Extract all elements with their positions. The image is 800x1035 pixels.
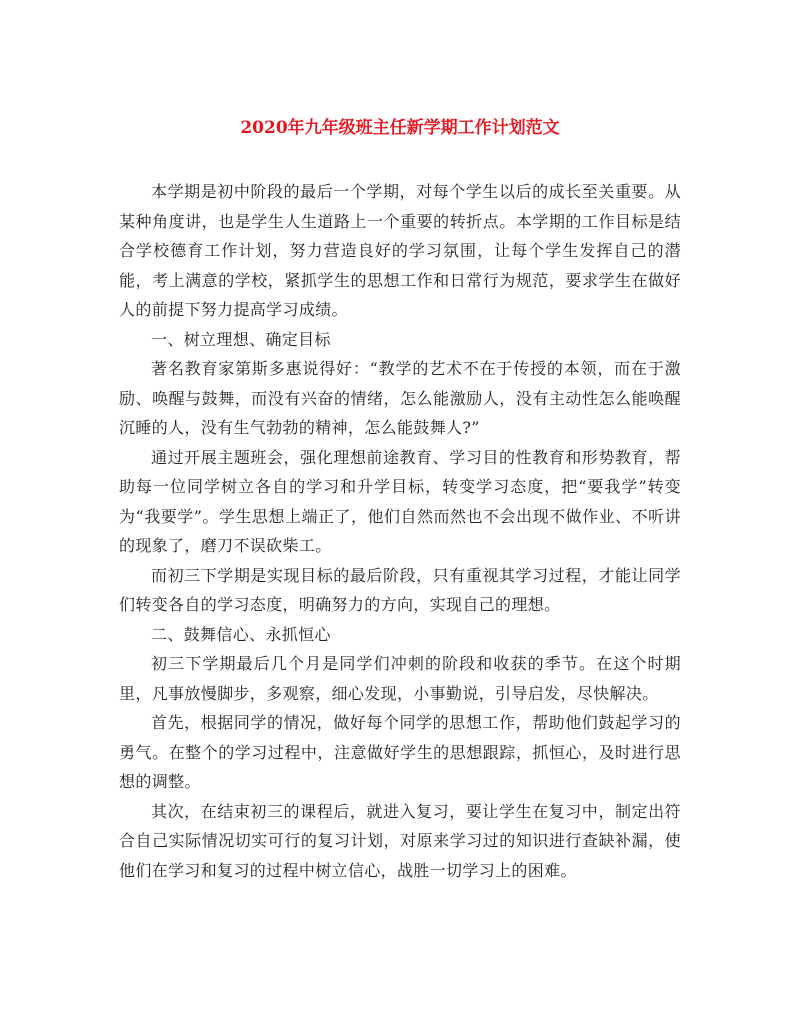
quote-paragraph: 著名教育家第斯多惠说得好：“教学的艺术不在于传授的本领，而在于激励、唤醒与鼓舞，而没有兴奋的情绪，怎么能激励人，没有主动性怎么能唤醒沉睡的人，没有生气勃勃的精神，怎么能鼓舞人?” (119, 359, 681, 437)
intro-paragraph: 本学期是初中阶段的最后一个学期，对每个学生以后的成长至关重要。从某种角度讲，也是学生人生道路上一个重要的转折点。本学期的工作目标是结合学校德育工作计划，努力营造良好的学习氛围，让每个学生发挥自己的潜能，考上满意的学校，紧抓学生的思想工作和日常行为规范，要求学生在做好人的前提下努力提高学习成绩。 (119, 182, 681, 319)
final-stage-paragraph: 而初三下学期是实现目标的最后阶段，只有重视其学习过程，才能让同学们转变各自的学习态度，明确努力的方向，实现自己的理想。 (119, 565, 681, 614)
section-heading-2: 二、鼓舞信心、永抓恒心 (151, 624, 331, 644)
sprint-paragraph: 初三下学期最后几个月是同学们冲刺的阶段和收获的季节。在这个时期里，凡事放慢脚步，多观察，细心发现，小事勤说，引导启发，尽快解决。 (119, 654, 681, 703)
document-title: 2020年九年级班主任新学期工作计划范文 (240, 118, 560, 138)
document-body (119, 177, 681, 885)
first-step-paragraph: 首先，根据同学的情况，做好每个同学的思想工作，帮助他们鼓起学习的勇气。在整个的学习过程中，注意做好学生的思想跟踪，抓恒心，及时进行思想的调整。 (119, 713, 681, 791)
class-meeting-paragraph: 通过开展主题班会，强化理想前途教育、学习目的性教育和形势教育，帮助每一位同学树立各自的学习和升学目标，转变学习态度，把“要我学”转变为“我要学”。学生思想上端正了，他们自然而然也不会出现不做作业、不听讲的现象了，磨刀不误砍柴工。 (119, 447, 681, 555)
section-heading-1: 一、树立理想、确定目标 (151, 329, 331, 349)
second-step-paragraph: 其次，在结束初三的课程后，就进入复习，要让学生在复习中，制定出符合自己实际情况切实可行的复习计划，对原来学习过的知识进行查缺补漏，使他们在学习和复习的过程中树立信心，战胜一切学习上的困难。 (119, 801, 681, 880)
